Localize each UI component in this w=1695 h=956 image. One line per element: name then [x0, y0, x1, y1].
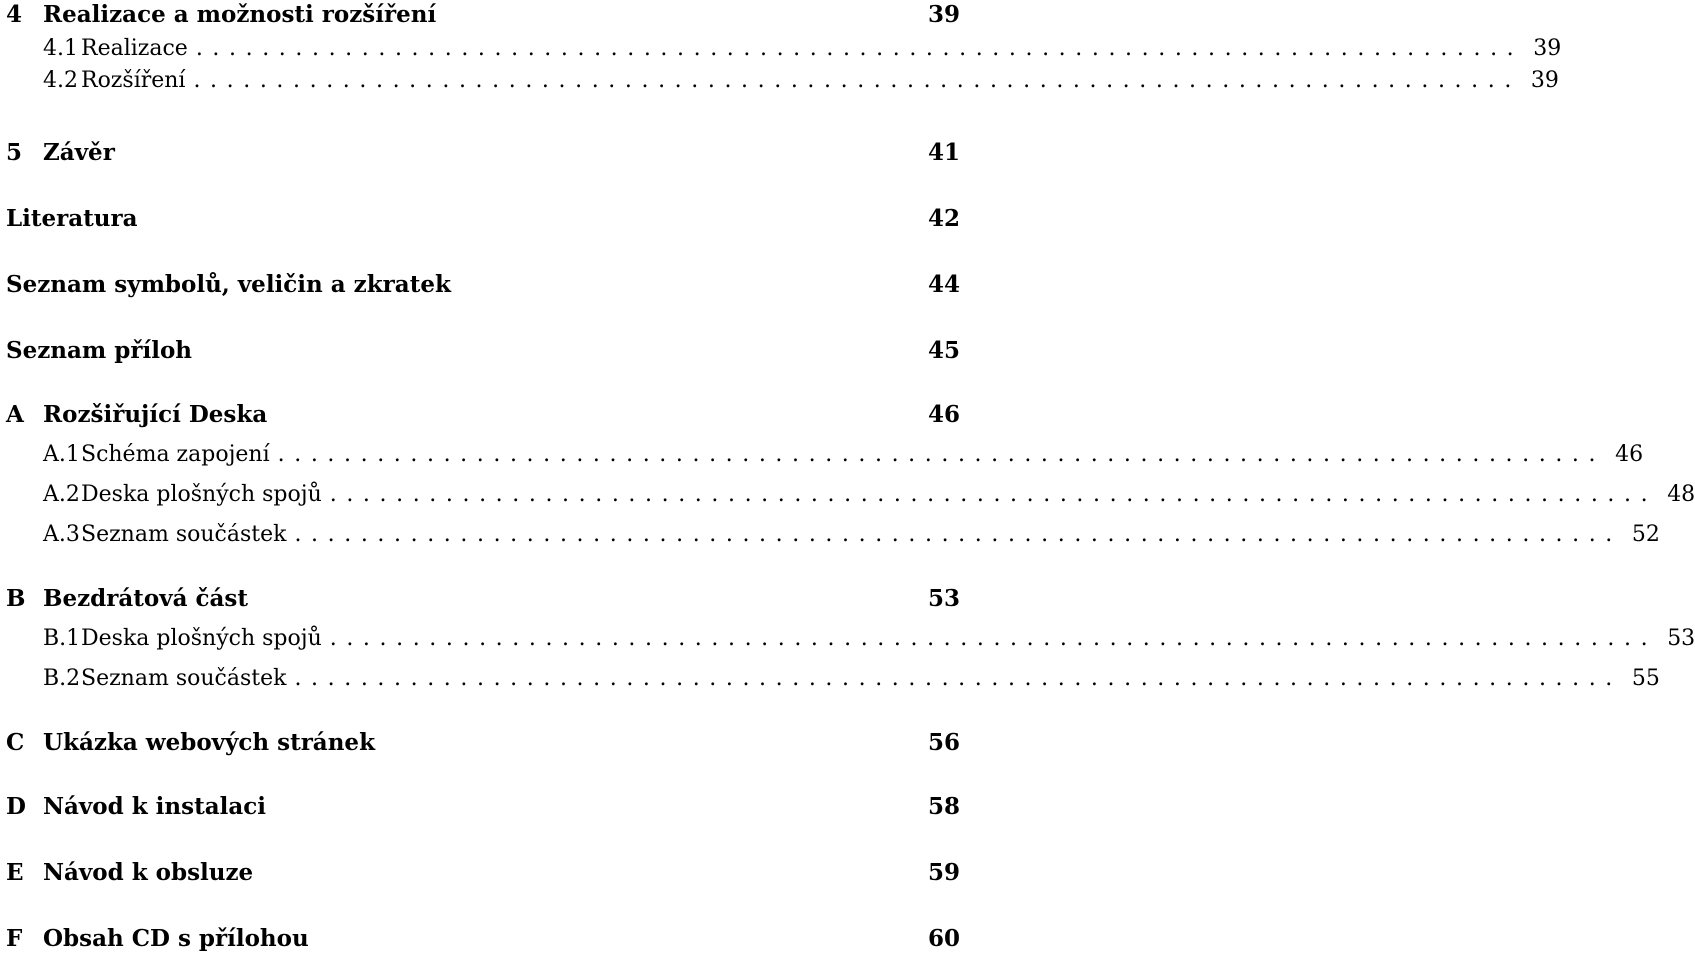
toc-chapter-entry[interactable] — [6, 138, 960, 168]
toc-page-number: 42 — [927, 205, 960, 232]
toc-entry-title: Seznam součástek — [81, 666, 287, 691]
toc-entry-title: Deska plošných spojů — [81, 482, 322, 507]
toc-entry-title: Seznam symbolů, veličin a zkratek — [6, 271, 451, 298]
toc-entry-number: B.1 — [43, 626, 81, 651]
toc-entry-title: Seznam součástek — [81, 522, 287, 547]
toc-chapter-entry[interactable] — [6, 858, 960, 888]
toc-chapter-entry[interactable] — [6, 792, 960, 822]
toc-page-number: 60 — [927, 925, 960, 952]
toc-chapter-entry[interactable] — [6, 204, 960, 234]
toc-dot-leader: ................................................................................ — [277, 442, 1606, 467]
toc-section-entry[interactable] — [6, 440, 1644, 470]
toc-page-number: 41 — [927, 139, 960, 166]
toc-entry-number: 4.2 — [43, 68, 78, 93]
toc-page-number: 56 — [927, 729, 960, 756]
toc-chapter-entry[interactable] — [6, 336, 960, 366]
toc-entry-number: 4.1 — [43, 36, 78, 61]
toc-dot-leader: ................................................................................ — [195, 36, 1524, 61]
toc-entry-title: Literatura — [6, 205, 138, 232]
toc-entry-title: Obsah CD s přílohou — [43, 925, 309, 952]
toc-entry-title: Seznam příloh — [6, 337, 193, 364]
toc-entry-title: Bezdrátová část — [43, 585, 248, 612]
toc-dot-leader: ................................................................................ — [193, 68, 1521, 93]
toc-page-number: 39 — [1533, 36, 1562, 61]
toc-page-number: 46 — [1615, 442, 1644, 467]
toc-chapter-entry[interactable] — [6, 584, 960, 614]
toc-entry-number: A.2 — [43, 482, 80, 507]
toc-entry-title: Rozšiřující Deska — [43, 401, 268, 428]
toc-page-number: 39 — [927, 1, 960, 28]
toc-entry-title: Ukázka webových stránek — [43, 729, 376, 756]
toc-entry-number: D — [6, 793, 26, 820]
toc-entry-title: Návod k obsluze — [43, 859, 254, 886]
toc-page-number: 59 — [927, 859, 960, 886]
toc-section-entry[interactable] — [6, 624, 1695, 654]
toc-dot-leader: ................................................................................ — [329, 626, 1658, 651]
toc-dot-leader: ................................................................................ — [294, 522, 1622, 547]
toc-page-number: 46 — [927, 401, 960, 428]
toc-page-number: 45 — [927, 337, 960, 364]
toc-page-number: 52 — [1631, 522, 1660, 547]
toc-entry-title: Realizace a možnosti rozšíření — [43, 1, 437, 28]
toc-chapter-entry[interactable] — [6, 0, 960, 30]
toc-entry-title: Návod k instalaci — [43, 793, 266, 820]
toc-chapter-entry[interactable] — [6, 400, 960, 430]
toc-page-number: 58 — [927, 793, 960, 820]
toc-entry-number: A.3 — [43, 522, 80, 547]
toc-section-entry[interactable] — [6, 34, 1562, 64]
toc-dot-leader: ................................................................................ — [294, 666, 1622, 691]
toc-page-number: 39 — [1530, 68, 1559, 93]
toc-section-entry[interactable] — [6, 664, 1660, 694]
toc-entry-number: F — [6, 925, 23, 952]
toc-entry-title: Rozšíření — [81, 68, 186, 93]
toc-entry-title: Schéma zapojení — [81, 442, 270, 467]
toc-section-entry[interactable] — [6, 66, 1559, 96]
toc-page-number: 44 — [927, 271, 960, 298]
toc-section-entry[interactable] — [6, 520, 1660, 550]
toc-page-number: 55 — [1631, 666, 1660, 691]
toc-entry-number: 4 — [6, 1, 23, 28]
toc-dot-leader: ................................................................................ — [329, 482, 1658, 507]
toc-chapter-entry[interactable] — [6, 728, 960, 758]
toc-entry-number: B — [6, 585, 26, 612]
toc-entry-number: C — [6, 729, 25, 756]
toc-entry-title: Závěr — [43, 139, 115, 166]
toc-page-number: 53 — [927, 585, 960, 612]
toc-entry-number: A.1 — [43, 442, 80, 467]
toc-chapter-entry[interactable] — [6, 924, 960, 954]
toc-page-number: 48 — [1667, 482, 1695, 507]
toc-entry-title: Deska plošných spojů — [81, 626, 322, 651]
toc-chapter-entry[interactable] — [6, 270, 960, 300]
toc-entry-number: A — [6, 401, 24, 428]
toc-section-entry[interactable] — [6, 480, 1695, 510]
toc-entry-number: E — [6, 859, 24, 886]
toc-entry-number: 5 — [6, 139, 23, 166]
toc-entry-title: Realizace — [81, 36, 188, 61]
toc-page-number: 53 — [1667, 626, 1695, 651]
toc-entry-number: B.2 — [43, 666, 81, 691]
